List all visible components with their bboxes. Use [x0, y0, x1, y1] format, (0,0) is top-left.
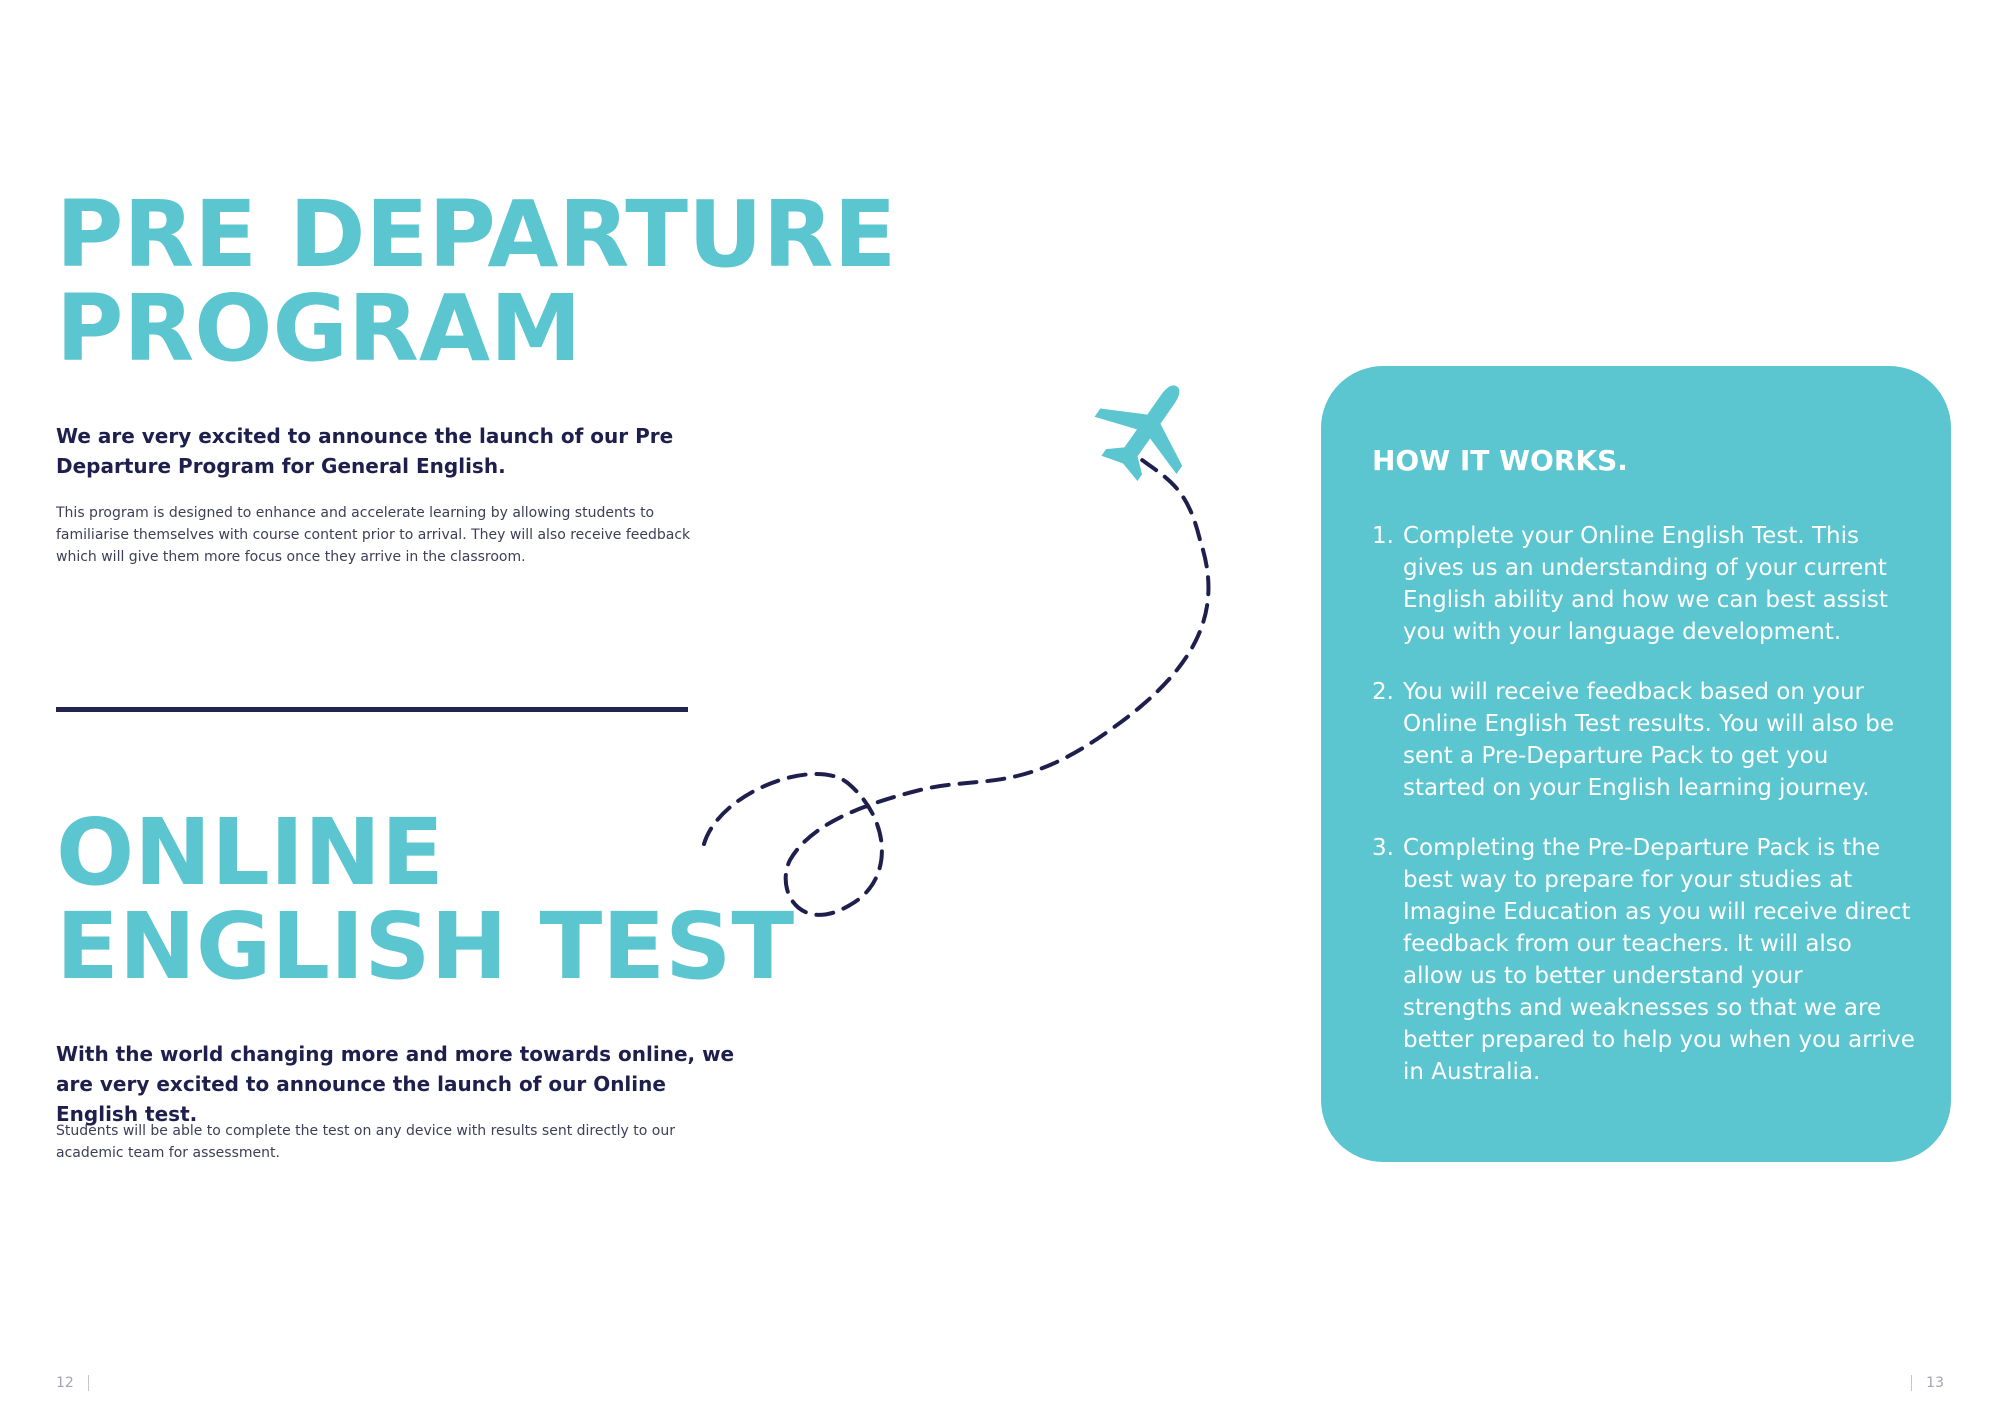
title-line: PROGRAM: [56, 275, 582, 382]
online-test-intro: With the world changing more and more towards online, we are very excited to announce the launch of our Online English test.: [56, 1042, 735, 1126]
flight-illustration: [690, 360, 1230, 940]
step-item: [1372, 520, 1917, 648]
step-number: 1.: [1372, 523, 1394, 549]
title-line: ENGLISH TEST: [56, 893, 795, 1000]
how-it-works-card: [1321, 366, 1951, 1162]
step-number: 3.: [1372, 835, 1394, 861]
pre-departure-body: This program is designed to enhance and accelerate learning by allowing students to familiarise themselves with course content prior to arrival. They will also receive feedback which will give them more focus once they arrive in the classroom.: [56, 505, 691, 565]
pre-departure-intro: We are very excited to announce the launch of our Pre Departure Program for General English.: [56, 424, 674, 478]
step-item: [1372, 676, 1917, 804]
page-number-separator: [1911, 1375, 1912, 1391]
step-text: Completing the Pre-Departure Pack is the best way to prepare for your studies at Imagine Education as you will receive direct feedback from our teachers. It will also allow us to better understand your strengths and weaknesses so that we are better prepared to help you when you arrive in Australia.: [1403, 835, 1915, 1085]
page-number-text: 13: [1926, 1375, 1944, 1391]
online-test-body: Students will be able to complete the test on any device with results sent directly to our academic team for assessment.: [56, 1123, 675, 1161]
step-number: 2.: [1372, 679, 1394, 705]
online-test-title: [56, 799, 795, 1000]
title-line: ONLINE: [56, 799, 444, 906]
step-item: [1372, 832, 1917, 1088]
step-text: Complete your Online English Test. This gives us an understanding of your current English ability and how we can best assist you with your language development.: [1403, 523, 1888, 645]
page-number-text: 12: [56, 1375, 74, 1391]
step-text: You will receive feedback based on your Online English Test results. You will also be sent a Pre-Departure Pack to get you started on your English learning journey.: [1403, 679, 1894, 801]
page-number-left: [56, 1374, 89, 1392]
how-it-works-steps: [1372, 520, 1917, 1116]
title-line: PRE DEPARTURE: [56, 181, 897, 288]
airplane-icon: [1079, 358, 1218, 497]
page-number-separator: [88, 1375, 89, 1391]
section-divider: [56, 707, 688, 712]
pre-departure-title: [56, 181, 897, 382]
how-it-works-title: HOW IT WORKS.: [1372, 444, 1628, 477]
dashed-flight-path: [704, 460, 1208, 915]
page-number-right: [1911, 1374, 1944, 1392]
